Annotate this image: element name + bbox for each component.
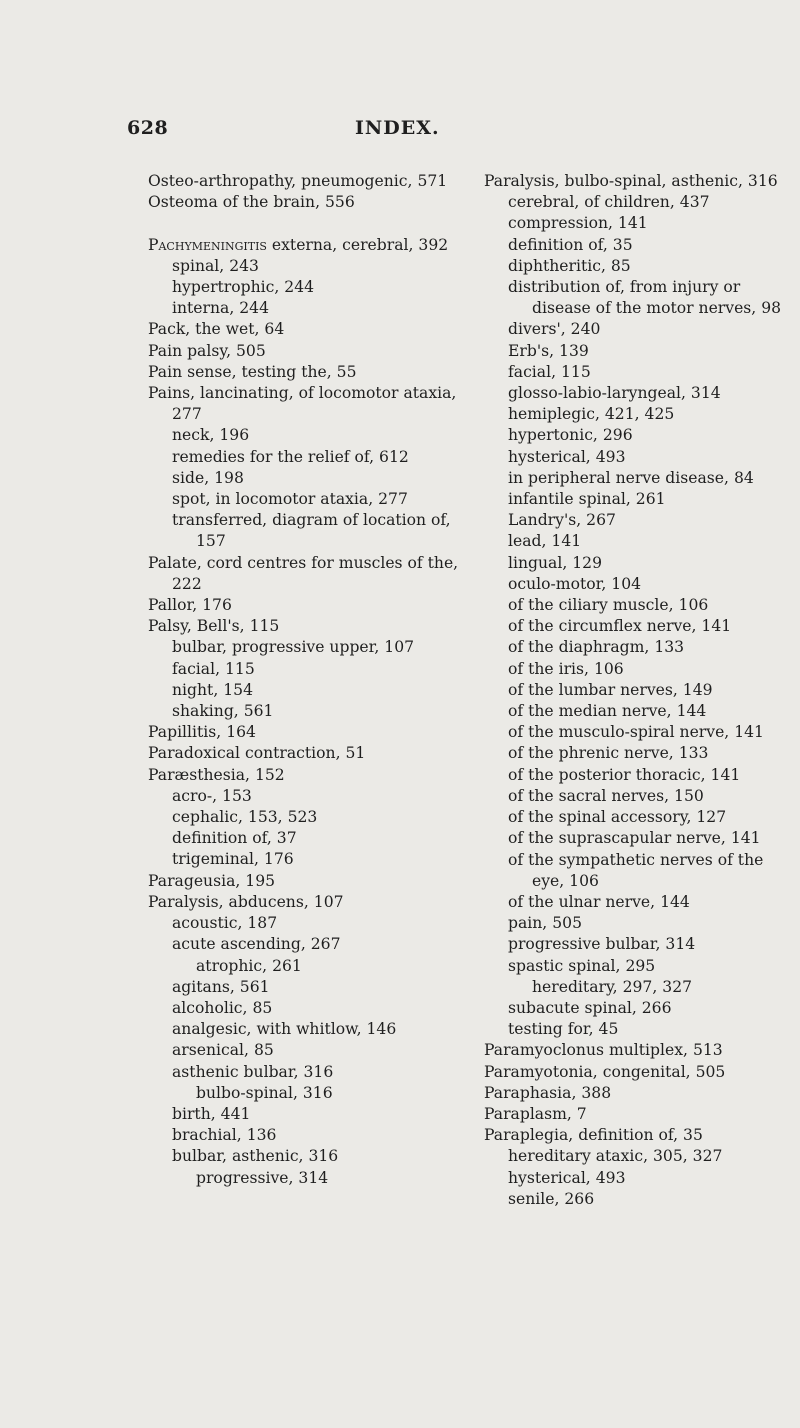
index-subentry: of the diaphragm, 133 — [508, 638, 685, 657]
index-subentry: brachial, 136 — [172, 1126, 277, 1145]
page-header — [0, 117, 800, 145]
index-subentry: of the phrenic nerve, 133 — [508, 744, 709, 763]
index-entry: Paramyotonia, congenital, 505 — [484, 1062, 726, 1081]
index-subentry: Erb's, 139 — [508, 341, 589, 360]
index-subentry: lingual, 129 — [508, 553, 603, 572]
index-subentry: progressive bulbar, 314 — [508, 935, 696, 954]
index-subentry: spot, in locomotor ataxia, 277 — [172, 490, 408, 509]
index-subentry: of the lumbar nerves, 149 — [508, 680, 713, 699]
index-subentry: of the posterior thoracic, 141 — [508, 765, 741, 784]
index-subentry: senile, 266 — [508, 1189, 595, 1208]
index-subentry: in peripheral nerve disease, 84 — [508, 468, 754, 487]
index-subentry: definition of, 35 — [508, 235, 633, 254]
index-subentry: arsenical, 85 — [172, 1041, 274, 1060]
index-subentry: of the sacral nerves, 150 — [508, 786, 704, 805]
index-subentry: subacute spinal, 266 — [508, 998, 672, 1017]
index-subentry: facial, 115 — [172, 659, 255, 678]
index-subentry: interna, 244 — [172, 299, 269, 318]
index-subentry: hypertrophic, 244 — [172, 278, 315, 296]
index-subentry: definition of, 37 — [172, 829, 297, 848]
running-head: INDEX. — [355, 117, 440, 139]
index-subentry: facial, 115 — [508, 362, 591, 381]
index-subentry: analgesic, with whitlow, 146 — [172, 1020, 397, 1039]
index-subentry: compression, 141 — [508, 214, 648, 233]
index-subentry: distribution of, from injury or disease of the motor nerves, 98 — [508, 278, 782, 318]
index-entry: Pachymeningitis externa, cerebral, 392 — [148, 235, 449, 254]
index-subentry: hypertonic, 296 — [508, 426, 633, 445]
index-subentry: spinal, 243 — [172, 256, 259, 275]
index-column-left — [148, 171, 480, 1189]
index-subentry: birth, 441 — [172, 1104, 251, 1123]
index-subentry: of the iris, 106 — [508, 659, 624, 678]
index-subentry: of the median nerve, 144 — [508, 702, 707, 721]
index-entry: Osteo-arthropathy, pneumogenic, 571 — [148, 172, 448, 190]
index-subentry: hysterical, 493 — [508, 1168, 626, 1187]
index-entry: Paramyoclonus multiplex, 513 — [484, 1041, 723, 1060]
index-subentry: neck, 196 — [172, 426, 250, 445]
index-subentry: acoustic, 187 — [172, 914, 278, 933]
index-entry: Osteoma of the brain, 556 — [148, 193, 355, 212]
index-entry: Palate, cord centres for muscles of the, 222 — [148, 553, 459, 593]
index-subentry: of the ciliary muscle, 106 — [508, 596, 709, 615]
index-subentry: pain, 505 — [508, 914, 582, 933]
index-subentry: bulbo-spinal, 316 — [196, 1083, 333, 1102]
index-subentry: progressive, 314 — [196, 1168, 329, 1187]
index-subentry: infantile spinal, 261 — [508, 490, 666, 509]
index-entry: Paraphasia, 388 — [484, 1083, 612, 1102]
index-subentry: acro-, 153 — [172, 786, 252, 805]
index-column-right — [484, 171, 784, 1210]
index-subentry: cerebral, of children, 437 — [508, 193, 710, 212]
index-subentry: oculo-motor, 104 — [508, 574, 642, 593]
index-subentry: trigeminal, 176 — [172, 850, 294, 869]
index-subentry: hereditary, 297, 327 — [532, 977, 693, 996]
index-entry: Palsy, Bell's, 115 — [148, 617, 280, 636]
index-entry: Paraplegia, definition of, 35 — [484, 1126, 703, 1145]
index-subentry: testing for, 45 — [508, 1020, 619, 1039]
index-subentry: lead, 141 — [508, 532, 582, 551]
index-subentry: shaking, 561 — [172, 702, 274, 721]
index-entry: Paradoxical contraction, 51 — [148, 744, 366, 763]
index-entry: Papillitis, 164 — [148, 723, 256, 742]
index-subentry: of the musculo-spiral nerve, 141 — [508, 723, 764, 742]
index-subentry: agitans, 561 — [172, 977, 270, 996]
index-entry: Pallor, 176 — [148, 596, 232, 615]
index-subentry: cephalic, 153, 523 — [172, 808, 318, 827]
index-entry: Pain palsy, 505 — [148, 341, 266, 360]
index-subentry: diphtheritic, 85 — [508, 256, 631, 275]
index-subentry: hysterical, 493 — [508, 447, 626, 466]
index-subentry: spastic spinal, 295 — [508, 956, 656, 975]
index-entry: Paræsthesia, 152 — [148, 765, 285, 784]
index-subentry: of the spinal accessory, 127 — [508, 808, 727, 827]
index-entry: Pain sense, testing the, 55 — [148, 362, 357, 381]
index-subentry: Landry's, 267 — [508, 511, 616, 530]
index-subentry: bulbar, progressive upper, 107 — [172, 638, 415, 657]
index-subentry: of the ulnar nerve, 144 — [508, 892, 690, 911]
index-subentry: alcoholic, 85 — [172, 998, 273, 1017]
index-entry: Paralysis, bulbo-spinal, asthenic, 316 — [484, 172, 778, 190]
index-entry: Paralysis, abducens, 107 — [148, 892, 344, 911]
index-subentry: of the sympathetic nerves of the eye, 106 — [508, 850, 764, 890]
index-subentry: remedies for the relief of, 612 — [172, 447, 409, 466]
index-entry: Parageusia, 195 — [148, 871, 276, 890]
index-subentry: glosso-labio-laryngeal, 314 — [508, 384, 721, 403]
index-subentry: hemiplegic, 421, 425 — [508, 405, 675, 424]
index-entry: Pack, the wet, 64 — [148, 320, 285, 339]
index-subentry: atrophic, 261 — [196, 956, 302, 975]
index-gap — [148, 213, 480, 234]
index-subentry: transferred, diagram of location of, 157 — [172, 511, 451, 551]
index-subentry: asthenic bulbar, 316 — [172, 1062, 334, 1081]
page-number: 628 — [127, 117, 169, 139]
index-subentry: bulbar, asthenic, 316 — [172, 1147, 339, 1166]
index-subentry: of the suprascapular nerve, 141 — [508, 829, 761, 848]
index-subentry: side, 198 — [172, 468, 244, 487]
index-subentry: of the circumflex nerve, 141 — [508, 617, 732, 636]
index-entry: Paraplasm, 7 — [484, 1104, 587, 1123]
index-subentry: night, 154 — [172, 680, 253, 699]
index-entry: Pains, lancinating, of locomotor ataxia, 277 — [148, 384, 457, 424]
index-subentry: hereditary ataxic, 305, 327 — [508, 1147, 723, 1166]
index-subentry: acute ascending, 267 — [172, 935, 341, 954]
index-subentry: divers', 240 — [508, 320, 601, 339]
